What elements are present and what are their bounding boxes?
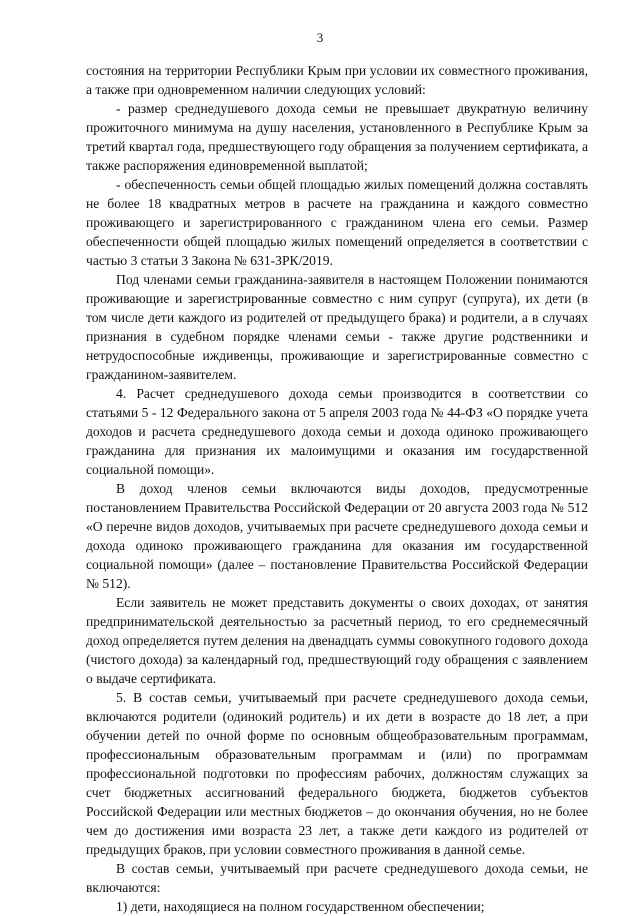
paragraph: Если заявитель не может представить документы о своих доходах, от занятия предпринимательской деятельностью за расчетный период, то его среднемесячный доход определяется путем деления на двенадцать суммы совокупного годового дохода (чистого дохода) за календарный год, предшествующий году обращения с заявлением о выдаче сертификата. [86,595,588,686]
paragraph: состояния на территории Республики Крым при условии их совместного проживания, а также при одновременном наличии следующих условий: [86,63,588,97]
paragraph: В состав семьи, учитываемый при расчете среднедушевого дохода семьи, не включаются: [86,861,588,895]
paragraph: В доход членов семьи включаются виды доходов, предусмотренные постановлением Правительства Российской Федерации от 20 августа 2003 года № 512 «О перечне видов доходов, учитываемых при расчете среднедушевого дохода семьи и дохода одиноко проживающего гражданина для оказания им государственной социальной помощи» (далее – постановление Правительства Российской Федерации № 512). [86,481,588,591]
page-number: 3 [316,30,324,45]
paragraph: 4. Расчет среднедушевого дохода семьи производится в соответствии со статьями 5 - 12 Федерального закона от 5 апреля 2003 года № 44-ФЗ «О порядке учета доходов и расчета среднедушевого дохода семьи и дохода одиноко проживающего гражданина для признания их малоимущими и оказания им государственной социальной помощи». [86,386,588,477]
paragraph: 5. В состав семьи, учитываемый при расчете среднедушевого дохода семьи, включаются родители (одинокий родитель) и их дети в возрасте до 18 лет, а при обучении детей по очной форме по основным общеобразовательным программам, профессиональным образовательным программам и (или) по программам профессиональной подготовки по профессиям рабочих, должностям служащих за счет бюджетных ассигнований федерального бюджета, бюджетов субъектов Российской Федерации или местных бюджетов – до окончания обучения, но не более чем до достижения ими возраста 23 лет, а также дети каждого из родителей от предыдущих браков, при условии совместного проживания в данной семье. [86,690,588,857]
paragraph: Под членами семьи гражданина-заявителя в настоящем Положении понимаются проживающие и зарегистрированные совместно с ним супруг (супруга), их дети (в том числе дети каждого из родителей от предыдущего брака) и родители, а в случаях признания в судебном порядке членами семьи - также другие родственники и нетрудоспособные иждивенцы, проживающие и зарегистрированные совместно с гражданином-заявителем. [86,272,588,382]
document-body [86,61,588,916]
paragraph: 1) дети, находящиеся на полном государственном обеспечении; [116,899,485,914]
paragraph: - обеспеченность семьи общей площадью жилых помещений должна составлять не более 18 квадратных метров в расчете на гражданина и каждого совместно проживающего и зарегистрированного с гражданином члена его семьи. Размер обеспеченности общей площадью жилых помещений определяется в соответствии с частью 3 статьи 3 Закона № 631-ЗРК/2019. [86,177,588,268]
paragraph: - размер среднедушевого дохода семьи не превышает двукратную величину прожиточного минимума на душу населения, установленного в Республике Крым за третий квартал года, предшествующего году обращения за получением сертификата, а также распоряжения единовременной выплатой; [86,101,588,173]
